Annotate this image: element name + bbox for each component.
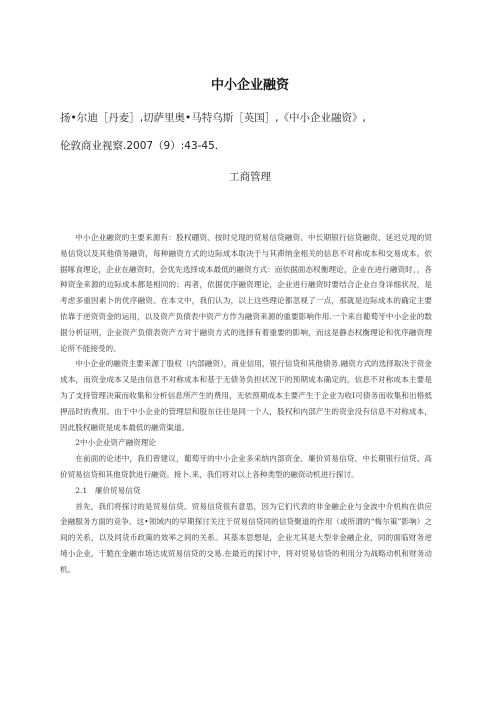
paragraph: 在前面的论述中，我们曾建议，葡萄牙的中小企业多采纳内部资金、廉价贸易信贷、中长期银行信贷、高价贸易信贷和其他贷款进行融资。接卜.来，我们将对以上各种类型的融资动机进行探讨。 <box>60 454 432 479</box>
subheading: 2中小企业资产融资理论 <box>75 438 156 448</box>
subheading: 2.1 廉价贸易信贷 <box>75 485 141 495</box>
section-title: 工商管理 <box>229 171 271 183</box>
paragraph: 中小企业融资的主要来源有：股权硼资、按时兑现的贸易信贷融资、中长期银行信贷融资、延迟兑现的贸易信贷以及其他债务融资，每种融资方式的边际成本取决于与其滞纳金相关的信息不对称成本和交易成本。依据啄食理论，企业在融资时，会优先选择成本最低的融资方式：而依据面态权衡理论，企业在进行融资时，，各种资金来源的边际成本都是相同的；再者，依据优序融资理论，企业进行融资时要结合企业自身详细状况，是考虑多重因素卜的优序融资。在本文中，我们认为，以上这些理论都忽视了一点，那就是边际成本的确定主要依靠于逆资资金的运用，以及资产负债表中资产方作为融资来源的重要影响作用.一个来自葡萄牙中小企业的数据分析证明，企业资产负债表资产方对于融资方式的选择有着重要的影响，而这是静态权衡理论和优序融资理论所不能接受的。 <box>60 233 432 353</box>
document-body <box>60 230 432 578</box>
citation-line-2: 伦敦商业视察.2007（9）:43-45. <box>60 140 219 152</box>
citation-line-1: 扬•尔迪［丹麦］,切萨里奥•马特乌斯［英国］,《中小企业融资》, <box>60 112 366 124</box>
paragraph: 首先，我们将探讨的是贸易信贷。贸易信贷很有意思，因为它们代表的非金融企业与金波中介机构在供应金融服务方面的竞争。这•领域内的早期探讨关注于贸易信贷同的信贷聚道的作用（或所谓的“梅尔策”影响）之间的关系，以及同货币政策的效率之间的关系。其基本思想是，企业尤其是大型非金融企业，同的面临财务逆境小企业，干脆在金融市场达成贸易信贷的交易.在最近的探讨中，将对贸易信贷的利用分为战略动机和财务动机。 <box>60 501 432 574</box>
paragraph: 中小企业的融资主要来源丁股权（内部融资），商业信用，银行信贷和其他债务.融资方式的选择取决于资金成本，而资金成本又是由信息不对称成本和基于无债务负担状况下的预期成本确定的。信息不对称成本主要是为了支持管理决策而收集和分析信息所产生的费用，无依预期成本主要产生于企业为收I可债务而收集和出格抵押品时的费用。由于中小企业的管理层和股东往往是同一个人，股权和内部产生的资金没有信息不对称成本，因此股权融资是成本最低的融资渠道。 <box>60 359 432 432</box>
document-title: 中小企业融资 <box>210 78 289 93</box>
